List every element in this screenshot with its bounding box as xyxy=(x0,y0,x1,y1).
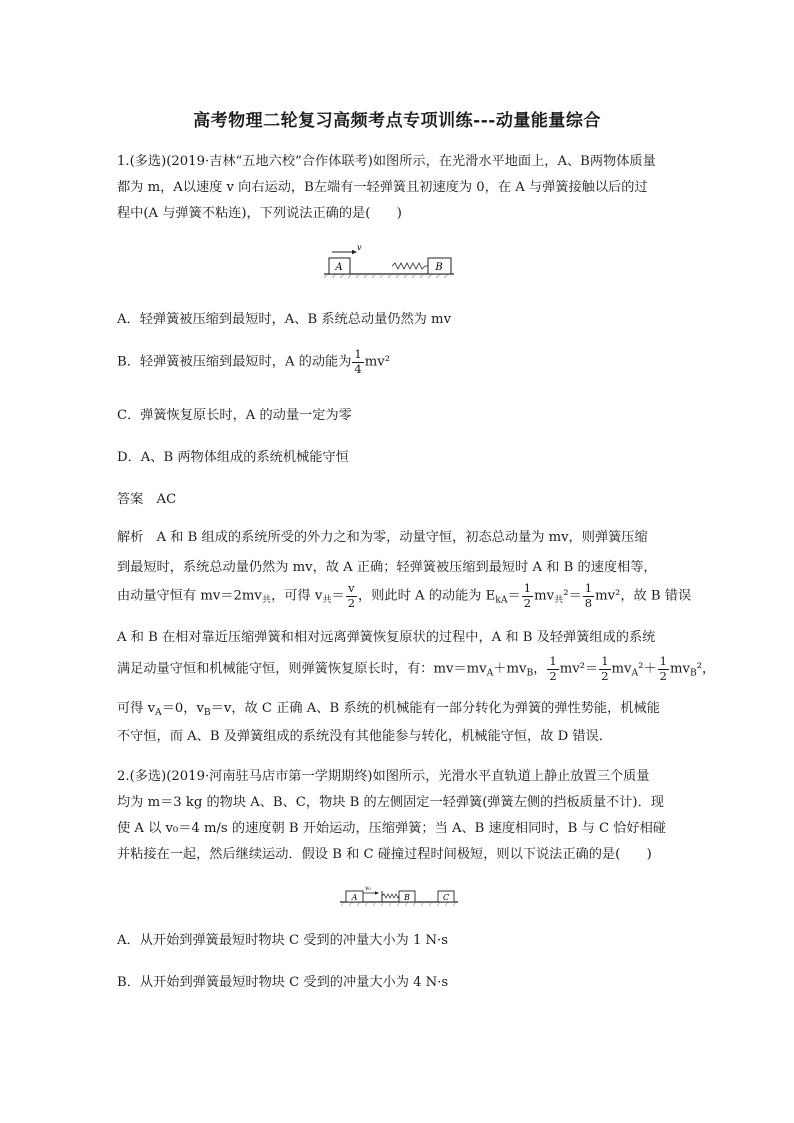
q1-analysis-7: 不守恒，而 A、B 及弹簧组成的系统没有其他能参与转化，机械能守恒，故 D 错误． xyxy=(117,729,612,744)
q1-option-b: B．轻弹簧被压缩到最短时，A 的动能为 $\frac{1}{4}$ mv² xyxy=(117,347,390,376)
q2-stem-line-2: 均为 m＝3 kg 的物块 A、B、C，物块 B 的左侧固定一轻弹簧(弹簧左侧的挡板质量不计)．现 xyxy=(117,795,664,810)
block-b-label: B xyxy=(435,262,443,273)
ground-hatch xyxy=(324,274,448,278)
block-a-label: A xyxy=(335,262,343,273)
velocity-label: v₀ xyxy=(365,885,371,892)
velocity-label: v xyxy=(357,243,362,252)
block-a-label: A xyxy=(351,893,358,902)
spring xyxy=(382,894,399,898)
q1-analysis-4: A 和 B 在相对靠近压缩弹簧和相对远离弹簧恢复原状的过程中，A 和 B 及轻弹簧组成的系统 xyxy=(117,630,656,645)
q1-answer: 答案 AC xyxy=(117,492,177,507)
block-b-label: B xyxy=(404,893,410,902)
q1-stem-line-1: 1.(多选)(2019·吉林“五地六校”合作体联考)如图所示，在光滑水平地面上，A、B两物体质量 xyxy=(117,154,656,169)
page-title: 高考物理二轮复习高频考点专项训练---动量能量综合 xyxy=(193,111,601,131)
spring xyxy=(392,263,428,269)
q1-option-d: D．A、B 两物体组成的系统机械能守恒 xyxy=(117,450,349,465)
q2-stem-line-1: 2.(多选)(2019·河南驻马店市第一学期期终)如图所示，光滑水平直轨道上静止放置三个质量 xyxy=(117,769,650,784)
q1-analysis-1: 解析 A 和 B 组成的系统所受的外力之和为零，动量守恒，初态总动量为 mv，则弹簧压缩 xyxy=(117,530,648,545)
q1-analysis-2: 到最短时，系统总动量仍然为 mv，故 A 正确；轻弹簧被压缩到最短时 A 和 B 的速度相等， xyxy=(117,560,657,575)
q1-stem-line-3: 程中(A 与弹簧不粘连)，下列说法正确的是( ) xyxy=(117,206,402,221)
block-c-label: C xyxy=(442,893,450,902)
q1-stem-line-2: 都为 m，A以速度 v 向右运动，B左端有一轻弹簧且初速度为 0，在 A 与弹簧接触以后的过 xyxy=(117,180,648,195)
q1-option-a: A．轻弹簧被压缩到最短时，A、B 系统总动量仍然为 mv xyxy=(117,312,452,327)
q2-stem-line-4: 并粘接在一起，然后继续运动．假设 B 和 C 碰撞过程时间极短，则以下说法正确的是( ) xyxy=(117,847,652,862)
q2-option-a: A．从开始到弹簧最短时物块 C 受到的冲量大小为 1 N·s xyxy=(117,933,449,948)
q1-figure xyxy=(322,243,462,279)
q2-stem-line-3: 使 A 以 v₀＝4 m/s 的速度朝 B 开始运动，压缩弹簧；当 A、B 速度相同时，B 与 C 恰好相碰 xyxy=(117,821,666,836)
q2-figure xyxy=(338,883,462,909)
q1-option-c: C．弹簧恢复原长时，A 的动量一定为零 xyxy=(117,408,352,423)
q1-analysis-6: 可得 $v_A=0$，$v_B=v$，故 C 正确 A、B 系统的机械能有一部分转化为弹簧的弹性势能，机械能 xyxy=(117,701,660,718)
q1-analysis-5: 满足动量守恒和机械能守恒，则弹簧恢复原长时，有：$mv=mv_A+mv_B$， $\frac{1}{2}$ mv²＝ $\frac{1}{2}$ $mv_A^2+$ $\frac{1}{2}$ $mv_B^2$， xyxy=(117,654,716,683)
q2-option-b: B．从开始到弹簧最短时物块 C 受到的冲量大小为 4 N·s xyxy=(117,975,449,990)
q1-analysis-3: 由动量守恒有 $mv=2mv_共$，可得 $v_共=$ $\frac{v}{2}$ ，则此时 A 的动能为 $E_{kA}=$ $\frac{1}{2}$ $mv_共^2=$ $\frac{1}{8}$ mv²，故 B 错误 xyxy=(117,581,692,610)
